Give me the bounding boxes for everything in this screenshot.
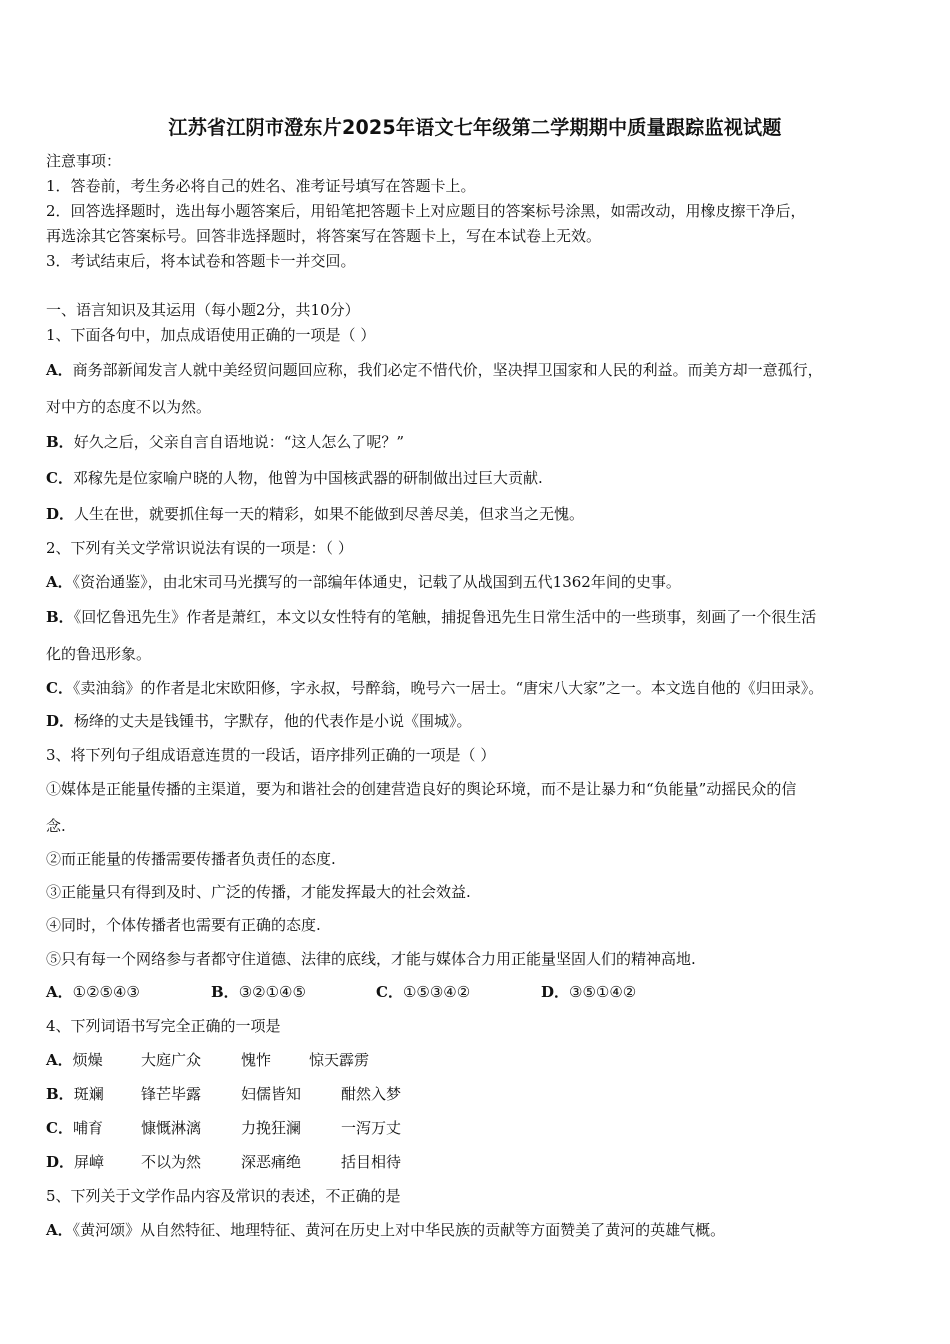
option-label: A．	[46, 573, 73, 591]
notice-line: 再选涂其它答案标号。回答非选择题时，将答案写在答题卡上，写在本试卷上无效。	[46, 227, 602, 245]
q3-sentence-1-continued: 念.	[46, 817, 66, 835]
q3-sentence-3: ③正能量只有得到及时、广泛的传播，才能发挥最大的社会效益.	[46, 883, 471, 901]
q1-option-a-continued: 对中方的态度不以为然。	[46, 398, 212, 416]
option-label: B．	[211, 983, 239, 1001]
notice-line: 3．考试结束后，将本试卷和答题卡一并交回。	[46, 252, 356, 270]
q2-option-b-continued: 化的鲁迅形象。	[46, 645, 152, 663]
q3-option-d	[541, 981, 636, 1003]
q4-option-d	[46, 1151, 104, 1173]
notice-line: 2．回答选择题时，选出每小题答案后，用铅笔把答题卡上对应题目的答案标号涂黑，如需改动，用橡皮擦干净后，	[46, 202, 806, 220]
q3-sentence-4: ④同时，个体传播者也需要有正确的态度.	[46, 916, 321, 934]
exam-title: 江苏省江阴市澄东片2025年语文七年级第二学期期中质量跟踪监视试题	[168, 116, 782, 139]
word: 惊天霹雳	[309, 1051, 370, 1069]
word: 深恶痛绝	[241, 1153, 302, 1171]
word: 括目相待	[341, 1153, 402, 1171]
option-label: A．	[46, 983, 73, 1001]
q2-option-b	[46, 606, 816, 628]
question-4-stem: 4、下列词语书写完全正确的一项是	[46, 1017, 281, 1035]
word: 酣然入梦	[341, 1085, 402, 1103]
question-3-stem: 3、将下列句子组成语意连贯的一段话，语序排列正确的一项是（ ）	[46, 746, 496, 764]
word: 一泻万丈	[341, 1119, 402, 1137]
option-text: 《回忆鲁迅先生》作者是萧红，本文以女性特有的笔触，捕捉鲁迅先生日常生活中的一些琐事，刻画了一个很生活	[73, 608, 817, 626]
word: 愧怍	[241, 1051, 272, 1069]
q3-sentence-2: ②而正能量的传播需要传播者负责任的态度.	[46, 850, 336, 868]
section-heading: 一、语言知识及其运用（每小题2分，共10分）	[46, 301, 360, 319]
option-label: A．	[46, 1221, 73, 1239]
word: 锋芒毕露	[141, 1085, 202, 1103]
option-text: ③⑤①④②	[569, 983, 637, 1001]
word: 不以为然	[141, 1153, 202, 1171]
word: 斑斓	[73, 1085, 104, 1103]
option-label: C．	[46, 469, 73, 487]
option-text: 邓稼先是位家喻户晓的人物，他曾为中国核武器的研制做出过巨大贡献.	[72, 469, 543, 487]
q4-option-a	[46, 1049, 103, 1071]
option-text: 《卖油翁》的作者是北宋欧阳修，字永叔，号醉翁，晚号六一居士。“唐宋八大家”之一。本文选自他的《归田录》。	[72, 679, 824, 697]
question-1-stem: 1、下面各句中，加点成语使用正确的一项是（ ）	[46, 326, 376, 344]
option-label: D．	[541, 983, 570, 1001]
question-2-stem: 2、下列有关文学常识说法有误的一项是：（ ）	[46, 539, 353, 557]
option-label: D．	[46, 505, 75, 523]
notice-line: 1．答卷前，考生务必将自己的姓名、准考证号填写在答题卡上。	[46, 177, 476, 195]
word: 屏嶂	[74, 1153, 105, 1171]
q2-option-d	[46, 710, 472, 732]
q3-option-b	[211, 981, 306, 1003]
q3-option-c	[376, 981, 470, 1003]
option-text: 商务部新闻发言人就中美经贸问题回应称，我们必定不惜代价，坚决捍卫国家和人民的利益。而美方却一意孤行，	[72, 361, 823, 379]
option-label: B．	[46, 608, 74, 626]
option-label: C．	[46, 679, 73, 697]
q2-option-c	[46, 677, 823, 699]
option-text: ③②①④⑤	[238, 983, 306, 1001]
option-text: 《黄河颂》从自然特征、地理特征、黄河在历史上对中华民族的贡献等方面赞美了黄河的英雄气概。	[72, 1221, 726, 1239]
option-text: 人生在世，就要抓住每一天的精彩，如果不能做到尽善尽美，但求当之无愧。	[74, 505, 585, 523]
option-label: B．	[46, 433, 74, 451]
option-text: 好久之后，父亲自言自语地说：“这人怎么了呢？”	[73, 433, 405, 451]
q1-option-a	[46, 359, 823, 381]
question-5-stem: 5、下列关于文学作品内容及常识的表述，不正确的是	[46, 1187, 401, 1205]
word: 慷慨淋漓	[141, 1119, 202, 1137]
option-label: B．	[46, 1085, 74, 1103]
word: 妇儒皆知	[241, 1085, 302, 1103]
notice-heading: 注意事项：	[46, 152, 122, 170]
q1-option-b	[46, 431, 404, 453]
q4-option-b	[46, 1083, 104, 1105]
q5-option-a	[46, 1219, 725, 1241]
option-label: A．	[46, 1051, 73, 1069]
option-text: 杨绛的丈夫是钱锺书，字默存，他的代表作是小说《围城》。	[74, 712, 472, 730]
option-text: 《资治通鉴》，由北宋司马光撰写的一部编年体通史，记载了从战国到五代1362年间的史事。	[72, 573, 681, 591]
option-label: C．	[46, 1119, 73, 1137]
option-label: D．	[46, 1153, 75, 1171]
option-label: C．	[376, 983, 403, 1001]
q3-sentence-1: ①媒体是正能量传播的主渠道，要为和谐社会的创建营造良好的舆论环境，而不是让暴力和“负能量”动摇民众的信	[46, 780, 797, 798]
q2-option-a	[46, 571, 681, 593]
word: 烦燥	[72, 1051, 103, 1069]
option-label: A．	[46, 361, 73, 379]
q3-sentence-5: ⑤只有每一个网络参与者都守住道德、法律的底线，才能与媒体合力用正能量坚固人们的精神高地.	[46, 950, 696, 968]
q1-option-c	[46, 467, 543, 489]
q3-option-a	[46, 981, 140, 1003]
q4-option-c	[46, 1117, 103, 1139]
q1-option-d	[46, 503, 584, 525]
word: 大庭广众	[141, 1051, 202, 1069]
option-text: ①⑤③④②	[402, 983, 471, 1001]
word: 哺育	[72, 1119, 103, 1137]
option-text: ①②⑤④③	[72, 983, 140, 1001]
word: 力挽狂澜	[241, 1119, 302, 1137]
option-label: D．	[46, 712, 75, 730]
